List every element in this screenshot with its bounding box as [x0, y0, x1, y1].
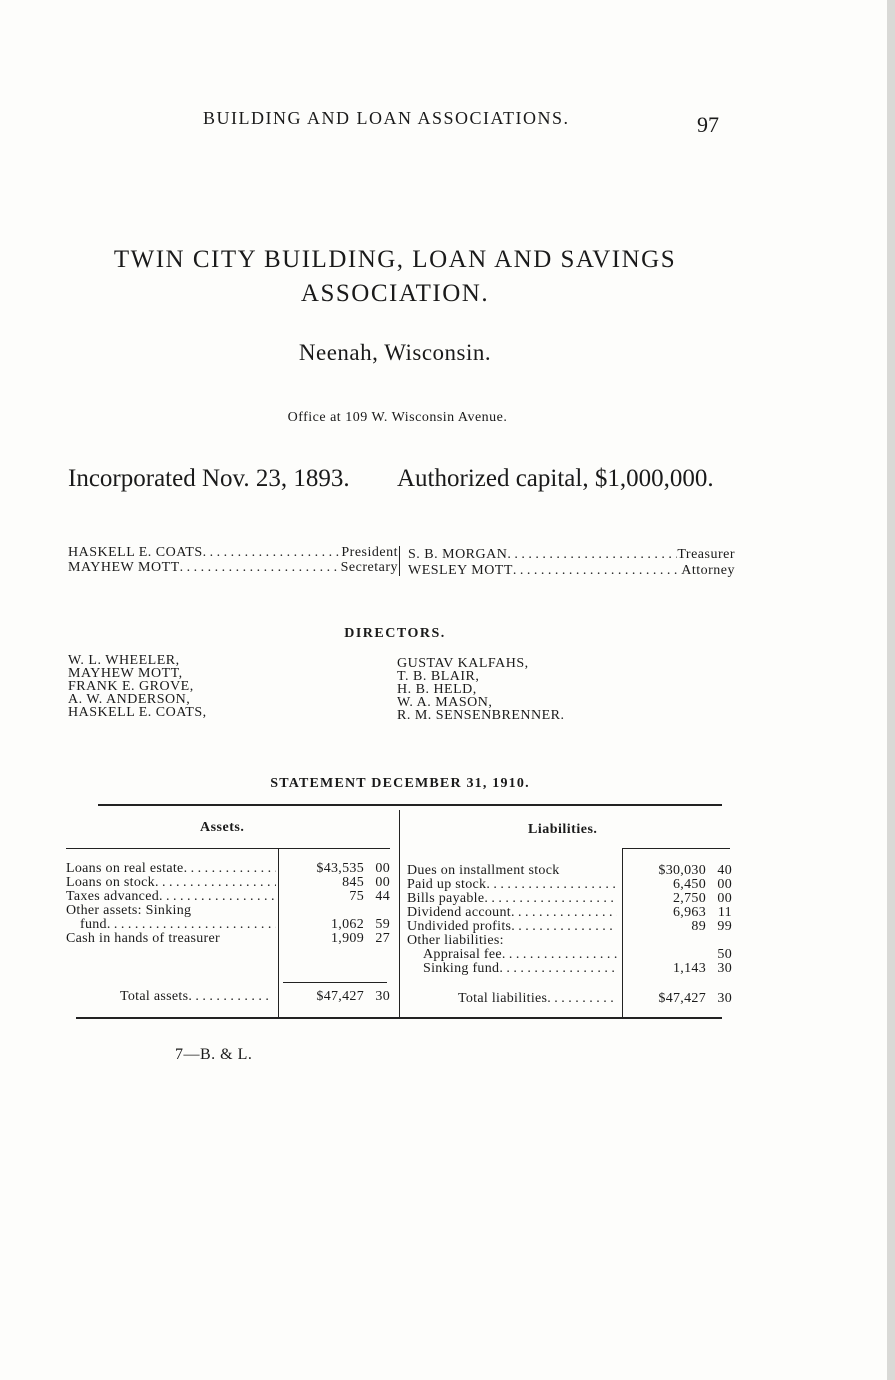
liabilities-amount-column-line: [622, 849, 623, 1017]
running-head: BUILDING AND LOAN ASSOCIATIONS.: [203, 108, 570, 128]
association-title-line1: TWIN CITY BUILDING, LOAN AND SAVINGS: [113, 246, 677, 273]
dot-leader: [499, 962, 617, 976]
statement-center-divider: [399, 810, 400, 1018]
statement-top-rule: [98, 804, 722, 806]
dot-leader: [486, 878, 617, 892]
director-name: A. W. ANDERSON,: [68, 692, 191, 707]
line-item-label: fund: [80, 918, 107, 932]
page-edge-shadow: [887, 0, 895, 1380]
liability-amount-dollars: 2,750: [673, 891, 706, 906]
authorized-capital: Authorized capital, $1,000,000.: [397, 465, 714, 492]
statement-heading: STATEMENT DECEMBER 31, 1910.: [270, 776, 530, 791]
director-name: R. M. SENSENBRENNER.: [397, 708, 565, 723]
asset-amount-dollars: 1,062: [331, 917, 364, 932]
dot-leader: [547, 992, 618, 1006]
total-assets-cents: 30: [375, 989, 390, 1004]
dot-leader: [511, 906, 617, 920]
liability-amount-cents: 11: [717, 905, 732, 920]
line-item-label: Other liabilities:: [407, 934, 504, 948]
line-item-label: Paid up stock: [407, 878, 487, 892]
asset-amount-cents: 44: [375, 889, 390, 904]
statement-row-label: [66, 918, 276, 932]
director-name: H. B. HELD,: [397, 682, 477, 697]
line-item-label: Other assets: Sinking: [66, 904, 192, 918]
statement-row-label: [407, 934, 617, 948]
statement-row-label: [407, 878, 617, 892]
dot-leader: [513, 564, 681, 578]
liability-amount-dollars: 6,963: [673, 905, 706, 920]
total-assets-dollars: $47,427: [316, 989, 364, 1004]
office-address: Office at 109 W. Wisconsin Avenue.: [287, 410, 508, 425]
director-name: HASKELL E. COATS,: [68, 705, 207, 720]
liability-amount-cents: 99: [717, 919, 732, 934]
page-number: 97: [697, 112, 719, 137]
director-name: FRANK E. GROVE,: [68, 679, 194, 694]
liabilities-header-rule: [622, 848, 730, 849]
directors-left-column: [68, 654, 207, 719]
line-item-label: Total liabilities: [458, 992, 548, 1006]
association-title-line2: ASSOCIATION.: [300, 280, 490, 307]
officer-title: Attorney: [681, 563, 735, 578]
assets-total-rule: [283, 982, 387, 983]
line-item-label: Loans on stock: [66, 876, 155, 890]
statement-row-label: [407, 864, 617, 878]
statement-row-label: [66, 890, 276, 904]
dot-leader: [507, 548, 677, 562]
dot-leader: [155, 876, 276, 890]
asset-amount-dollars: 845: [342, 875, 364, 890]
line-item-label: Dividend account: [407, 906, 511, 920]
liability-amount-cents: 30: [717, 961, 732, 976]
asset-amount-dollars: 75: [349, 889, 364, 904]
director-name: W. L. WHEELER,: [68, 653, 180, 668]
assets-heading: Assets.: [200, 820, 245, 835]
line-item-label: Undivided profits: [407, 920, 512, 934]
dot-leader: [502, 948, 617, 962]
asset-amount-dollars: $43,535: [316, 861, 364, 876]
officer-name: WESLEY MOTT: [408, 563, 513, 578]
director-name: T. B. BLAIR,: [397, 669, 480, 684]
director-name: MAYHEW MOTT,: [68, 666, 183, 681]
directors-heading: DIRECTORS.: [344, 626, 446, 641]
statement-row-label: [120, 990, 270, 1004]
director-name: GUSTAV KALFAHS,: [397, 656, 529, 671]
officer-title: Secretary: [340, 560, 398, 575]
page-footer-signature: 7—B. & L.: [175, 1046, 253, 1063]
statement-row-label: [66, 904, 276, 918]
statement-row-label: [407, 906, 617, 920]
officer-name: MAYHEW MOTT: [68, 560, 180, 575]
liability-amount-cents: 40: [717, 863, 732, 878]
directors-right-column: [397, 657, 565, 722]
statement-row-label: [458, 992, 618, 1006]
line-item-label: Dues on installment stock: [407, 864, 560, 878]
statement-row-label: [407, 948, 617, 962]
line-item-label: Sinking fund: [423, 962, 500, 976]
liabilities-heading: Liabilities.: [528, 822, 598, 837]
line-item-label: Total assets: [120, 990, 189, 1004]
statement-row-label: [407, 892, 617, 906]
officer-row: [408, 548, 735, 562]
asset-amount-cents: 27: [375, 931, 390, 946]
line-item-label: Appraisal fee: [423, 948, 502, 962]
liability-amount-cents: 00: [717, 891, 732, 906]
dot-leader: [188, 990, 270, 1004]
liability-amount-cents: 50: [717, 947, 732, 962]
statement-row-label: [66, 932, 276, 946]
liability-amount-dollars: 1,143: [673, 961, 706, 976]
statement-row-label: [66, 876, 276, 890]
statement-row-label: [407, 920, 617, 934]
dot-leader: [484, 892, 617, 906]
liability-amount-dollars: 89: [691, 919, 706, 934]
dot-leader: [159, 890, 276, 904]
asset-amount-dollars: 1,909: [331, 931, 364, 946]
statement-row-label: [66, 862, 276, 876]
liability-amount-dollars: $30,030: [658, 863, 706, 878]
association-location: Neenah, Wisconsin.: [298, 340, 492, 365]
line-item-label: Taxes advanced: [66, 890, 160, 904]
officer-title: Treasurer: [677, 547, 735, 562]
asset-amount-cents: 59: [375, 917, 390, 932]
line-item-label: Cash in hands of treasurer: [66, 932, 220, 946]
dot-leader: [203, 546, 342, 560]
dot-leader: [184, 862, 276, 876]
line-item-label: Loans on real estate: [66, 862, 184, 876]
dot-leader: [511, 920, 617, 934]
dot-leader: [180, 561, 341, 575]
assets-amount-column-line: [278, 849, 279, 1017]
asset-amount-cents: 00: [375, 875, 390, 890]
officer-row: [408, 564, 735, 578]
officer-name: HASKELL E. COATS: [68, 545, 203, 560]
officer-row: [68, 561, 398, 575]
statement-row-label: [407, 962, 617, 976]
statement-bottom-rule: [76, 1017, 722, 1019]
total-liabilities-dollars: $47,427: [658, 991, 706, 1006]
liability-amount-cents: 00: [717, 877, 732, 892]
officer-column-divider: [399, 546, 400, 576]
total-liabilities-cents: 30: [717, 991, 732, 1006]
officer-title: President: [341, 545, 398, 560]
incorporation-date: Incorporated Nov. 23, 1893.: [68, 465, 350, 492]
director-name: W. A. MASON,: [397, 695, 493, 710]
liability-amount-dollars: 6,450: [673, 877, 706, 892]
dot-leader: [107, 918, 276, 932]
assets-header-rule: [66, 848, 390, 849]
officer-row: [68, 546, 398, 560]
officer-name: S. B. MORGAN: [408, 547, 508, 562]
line-item-label: Bills payable: [407, 892, 485, 906]
asset-amount-cents: 00: [375, 861, 390, 876]
